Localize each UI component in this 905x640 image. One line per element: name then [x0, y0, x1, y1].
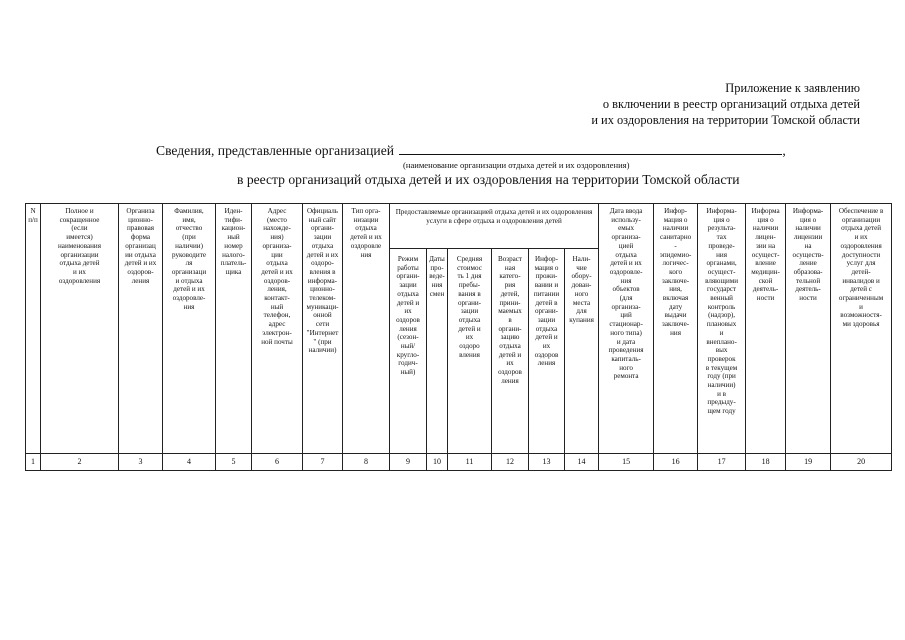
- header-cell-address: Адрес (место нахожде- ния) организа- ции отдыха детей и их оздоров- ления, контакт- ный телефон, адрес электрон- ной почты: [252, 204, 303, 454]
- appendix-line-2: о включении в реестр организаций отдыха детей: [602, 97, 860, 111]
- header-cell-org-type: Тип орга- низации отдыха детей и их оздоровле ния: [343, 204, 390, 454]
- header-cell-sanitary-conclusion: Инфор- мация о наличии санитарно - эпидемио- логичес- кого заключе- ния, включая дату выдачи заключе- ния: [654, 204, 698, 454]
- column-number-cell: 3: [119, 454, 163, 471]
- appendix-line-1: Приложение к заявлению: [725, 81, 860, 95]
- header-cell-website: Официаль ный сайт органи- зации отдыха детей и их оздоро- вления в информа- ционно- телеком- муникаци- онной сети "Интернет " (при наличии): [303, 204, 343, 454]
- table-header-row: [26, 204, 892, 249]
- column-number-cell: 4: [163, 454, 216, 471]
- registry-table: [25, 203, 892, 471]
- column-number-cell: 10: [427, 454, 448, 471]
- column-number-cell: 12: [492, 454, 529, 471]
- header-cell-legal-form: Организа ционно- правовая форма организац ии отдыха детей и их оздоров- ления: [119, 204, 163, 454]
- header-cell-shift-dates: Даты про- веде- ния смен: [427, 249, 448, 454]
- intro-trailing-comma: ,: [782, 143, 786, 158]
- column-number-cell: 6: [252, 454, 303, 471]
- organization-name-field[interactable]: [399, 143, 782, 155]
- column-number-cell: 5: [216, 454, 252, 471]
- header-cell-commissioning-date: Дата ввода использу- емых организа- цией отдыха детей и их оздоровле- ния объектов (для организа- ций стационар- ного типа) и дата проведения капиталь- ного ремонта: [599, 204, 654, 454]
- header-cell-number: N п/п: [26, 204, 41, 454]
- column-number-cell: 11: [448, 454, 492, 471]
- header-cell-daily-cost: Средняя стоимос ть 1 дня пребы- вания в органи- зации отдыха детей и их оздоро вления: [448, 249, 492, 454]
- header-cell-services-group: Предоставляемые организацией отдыха детей и их оздоровления услуги в сфере отдыха и оздоровления детей: [390, 204, 599, 249]
- column-number-cell: 7: [303, 454, 343, 471]
- header-cell-director-name: Фамилия, имя, отчество (при наличии) руководите ля организаци и отдыха детей и их оздоровле- ния: [163, 204, 216, 454]
- header-cell-inspections: Информа- ция о результа- тах проведе- ния органами, осущест- вляющими государст венный контроль (надзор), плановых и внеплано- вых проверок в текущем году (при наличии) и в предыду- щем году: [698, 204, 746, 454]
- page-title: в реестр организаций отдыха детей и их оздоровления на территории Томской области: [237, 172, 740, 187]
- column-number-cell: 17: [698, 454, 746, 471]
- header-cell-accommodation-meals: Инфор- мация о прожи- вании и питании детей в органи- зации отдыха детей и их оздоров ления: [529, 249, 565, 454]
- column-number-cell: 1: [26, 454, 41, 471]
- header-cell-education-license: Информа- ция о наличии лицензии на осуществ- ление образова- тельной деятель- ности: [786, 204, 831, 454]
- header-cell-age-category: Возраст ная катего- рия детей, прини- маемых в органи- зацию отдыха детей и их оздоров ления: [492, 249, 529, 454]
- header-cell-work-mode: Режим работы органи- зации отдыха детей и их оздоров ления (сезон- ный/ кругло- годич- ный): [390, 249, 427, 454]
- column-number-cell: 14: [565, 454, 599, 471]
- column-number-cell: 13: [529, 454, 565, 471]
- column-number-cell: 8: [343, 454, 390, 471]
- column-number-cell: 20: [831, 454, 892, 471]
- header-cell-bathing-place: Нали- чие обору- дован- ного места для купания: [565, 249, 599, 454]
- appendix-caption: [500, 80, 860, 128]
- column-number-cell: 16: [654, 454, 698, 471]
- header-cell-org-name: Полное и сокращенное (если имеется) наименования организации отдыха детей и их оздоровления: [41, 204, 119, 454]
- appendix-line-3: и их оздоровления на территории Томской области: [591, 113, 860, 127]
- column-number-cell: 15: [599, 454, 654, 471]
- column-number-cell: 2: [41, 454, 119, 471]
- column-number-cell: 9: [390, 454, 427, 471]
- header-cell-medical-license: Информа ция о наличии лицен- зии на осущест- вление медицин- ской деятель- ности: [746, 204, 786, 454]
- header-cell-accessibility: Обеспечение в организации отдыха детей и их оздоровления доступности услуг для детей- инвалидов и детей с ограниченным и возможностя- ми здоровья: [831, 204, 892, 454]
- intro-line: [156, 143, 786, 159]
- organization-name-hint: (наименование организации отдыха детей и их оздоровления): [403, 160, 630, 170]
- column-number-cell: 18: [746, 454, 786, 471]
- column-number-row: [26, 454, 892, 471]
- intro-text: Сведения, представленные организацией: [156, 143, 395, 158]
- header-cell-inn: Иден- тифи- кацион- ный номер налого- платель- щика: [216, 204, 252, 454]
- column-number-cell: 19: [786, 454, 831, 471]
